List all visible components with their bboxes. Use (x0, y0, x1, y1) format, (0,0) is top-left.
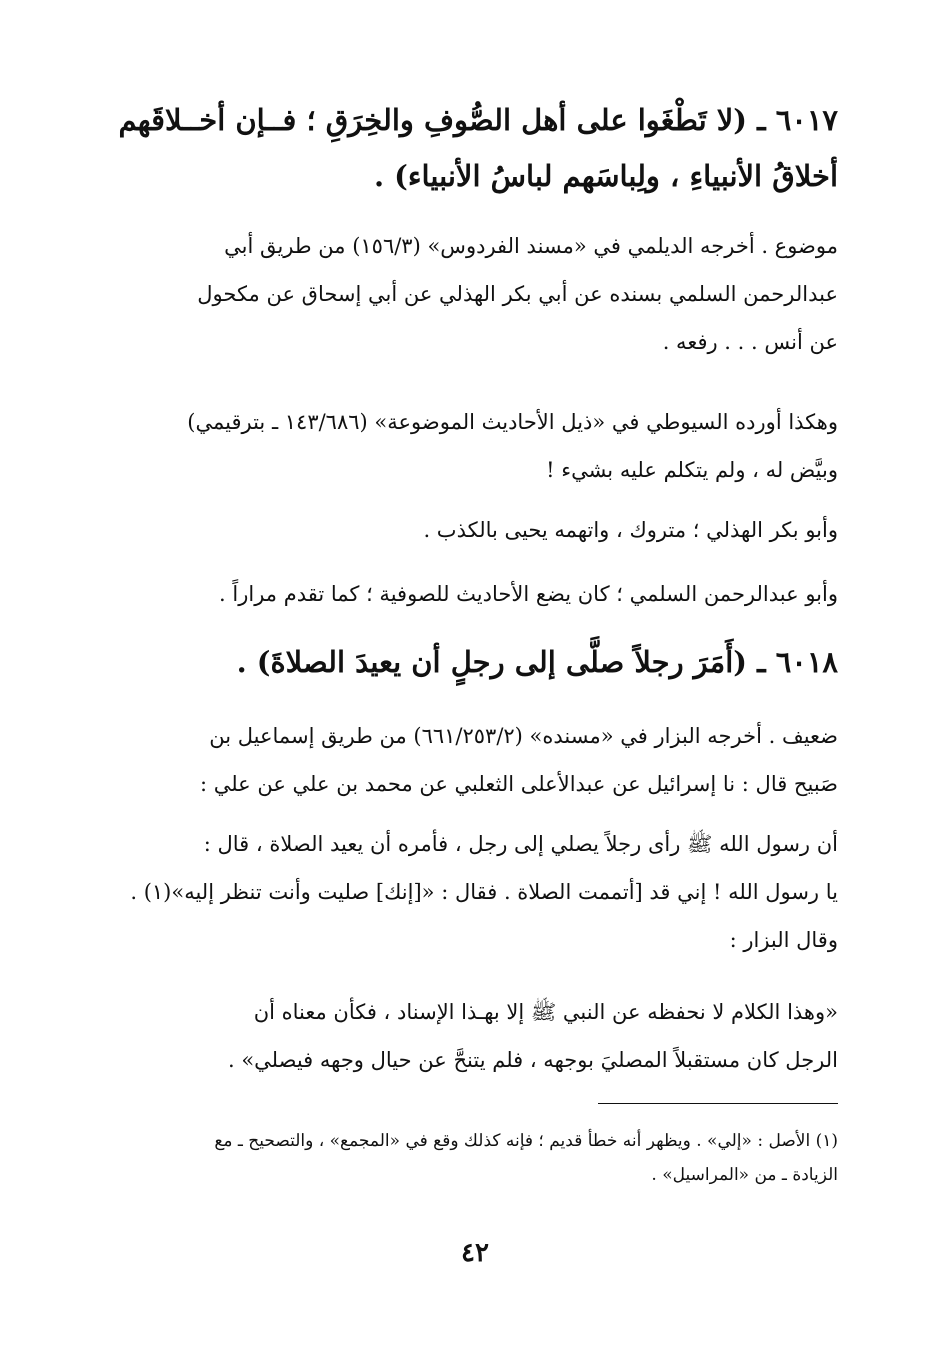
paragraph-line: وهكذا أورده السيوطي في «ذيل الأحاديث الموضوعة» (١٤٣/٦٨٦ ـ بترقيمي) (187, 410, 838, 434)
paragraph-line: الرجل كان مستقبلاً المصليَ بوجهه ، فلم يتنحَّ عن حيال وجهه فيصلي» . (227, 1048, 838, 1072)
paragraph-suyuti (92, 398, 838, 494)
paragraph-sulami (92, 570, 838, 618)
hadith-6017-line-2: أخلاقُ الأنبياءِ ، ولِباسَهم لباسُ الأنبياء) . (373, 159, 838, 193)
paragraph-line: «وهذا الكلام لا نحفظه عن النبي ﷺ إلا بهـذا الإسناد ، فكأن معناه أن (253, 1000, 838, 1024)
paragraph-line: صَبيح قال : نا إسرائيل عن عبدالأعلى الثعلبي عن محمد بن علي عن علي : (199, 772, 838, 796)
hadith-6017 (92, 92, 838, 204)
paragraph-line: وأبو بكر الهذلي ؛ متروك ، واتهمه يحيى بالكذب . (423, 518, 838, 542)
hadith-6018-line-1: ٦٠١٨ ـ (أَمَرَ رجلاً صلَّى إلى رجلٍ أن يعيدَ الصلاةَ) . (236, 645, 838, 679)
paragraph-hudhali (92, 506, 838, 554)
footnote-line: الزيادة ـ من «المراسيل» . (651, 1165, 838, 1185)
paragraph-line: يا رسول الله ! إني قد [أتممت الصلاة . فقال : «[إنك] صليت وأنت تنظر إليه»(١) . (130, 880, 838, 904)
footnote-line: (١) الأصل : «إلي» . ويظهر أنه خطأ قديم ؛ فإنه كذلك وقع في «المجمع» ، والتصحيح ـ مع (214, 1131, 838, 1151)
paragraph-line: وقال البزار : (729, 928, 838, 952)
paragraph-line: ضعيف . أخرجه البزار في «مسنده» (٦٦١/٢٥٣/٢) من طريق إسماعيل بن (209, 724, 838, 748)
paragraph-line: وبيَّض له ، ولم يتكلم عليه بشيء ! (546, 458, 838, 482)
paragraph-line: وأبو عبدالرحمن السلمي ؛ كان يضع الأحاديث للصوفية ؛ كما تقدم مراراً . (219, 582, 838, 606)
paragraph-line: أن رسول الله ﷺ رأى رجلاً يصلي إلى رجل ، فأمره أن يعيد الصلاة ، قال : (203, 832, 838, 856)
page-number: ٤٢ (461, 1238, 489, 1268)
footnote (92, 1124, 838, 1192)
hadith-6018 (92, 634, 838, 690)
paragraph-bazzar-quote (92, 988, 838, 1084)
paragraph-takhrij-6017 (92, 222, 838, 366)
paragraph-line: عبدالرحمن السلمي بسنده عن أبي بكر الهذلي عن أبي إسحاق عن مكحول (197, 282, 838, 306)
paragraph-takhrij-6018 (92, 712, 838, 808)
paragraph-line: موضوع . أخرجه الديلمي في «مسند الفردوس» (١٥٦/٣) من طريق أبي (224, 234, 838, 258)
hadith-6017-line-1: ٦٠١٧ ـ (لا تَطْغَوا على أهل الصُّوفِ والخِرَقِ ؛ فــإن أخــلاقَهم (118, 103, 838, 137)
paragraph-hadith-text (92, 820, 838, 964)
footnote-separator (598, 1103, 838, 1104)
paragraph-line: عن أنس . . . رفعه . (662, 330, 838, 354)
